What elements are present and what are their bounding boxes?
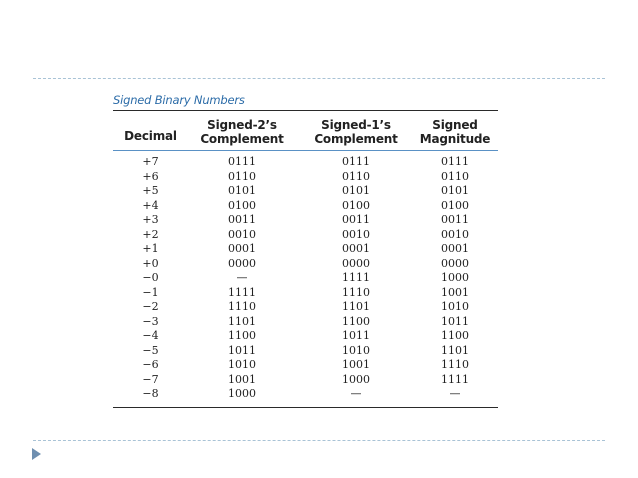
top-dashed-divider <box>33 78 605 79</box>
cell-decimal: −0 <box>142 271 159 284</box>
cell-sm: 1011 <box>441 314 469 328</box>
cell-decimal: −2 <box>142 300 159 313</box>
cell-c2: 1010 <box>228 358 256 371</box>
cell-sm: 1000 <box>441 271 469 284</box>
cell-sm: 0001 <box>441 242 469 255</box>
table-row <box>113 199 498 214</box>
cell-c1: 0011 <box>342 213 370 226</box>
cell-c1: 1101 <box>342 300 370 313</box>
header-c1-line2: Complement <box>314 132 398 146</box>
table-row <box>113 213 498 228</box>
cell-c2: 0110 <box>228 169 256 183</box>
cell-c2: 1111 <box>228 285 256 299</box>
cell-c1: 0010 <box>342 227 370 241</box>
cell-decimal: +3 <box>142 213 159 226</box>
cell-decimal: +6 <box>142 169 159 183</box>
table-row <box>113 286 498 301</box>
cell-c1: 0110 <box>342 169 370 183</box>
cell-sm: 1110 <box>441 358 469 371</box>
cell-c1: 1000 <box>342 372 370 386</box>
header-c2-line2: Complement <box>200 132 284 146</box>
cell-sm: 0011 <box>441 213 469 226</box>
table-row <box>113 170 498 185</box>
header-sm-line1: Signed <box>432 118 478 132</box>
cell-c1: 0100 <box>342 198 370 212</box>
cell-c2: 1011 <box>228 343 256 357</box>
cell-c2: 0011 <box>228 213 256 226</box>
cell-decimal: −5 <box>142 343 159 357</box>
cell-sm: 1100 <box>441 329 469 342</box>
cell-c2: 0001 <box>228 242 256 255</box>
table-header-rule <box>113 150 498 151</box>
cell-c2: 0000 <box>228 256 256 270</box>
cell-c1: 1001 <box>342 358 370 371</box>
cell-sm: 1111 <box>441 372 469 386</box>
cell-c2: — <box>236 271 248 284</box>
table-row <box>113 228 498 243</box>
cell-sm: 0010 <box>441 227 469 241</box>
cell-c2: 1000 <box>228 387 256 400</box>
header-c2-line1: Signed-2’s <box>207 118 277 132</box>
table-row <box>113 315 498 330</box>
cell-c1: — <box>350 387 362 400</box>
header-signed-2s-complement <box>189 118 295 146</box>
header-decimal <box>113 129 188 143</box>
cell-c1: 1011 <box>342 329 370 342</box>
cell-decimal: −3 <box>142 314 159 328</box>
cell-c2: 1100 <box>228 329 256 342</box>
cell-c1: 0001 <box>342 242 370 255</box>
header-c1-line1: Signed-1’s <box>321 118 391 132</box>
cell-c2: 0101 <box>228 184 256 197</box>
table-row <box>113 329 498 344</box>
table-row <box>113 242 498 257</box>
cell-c1: 0000 <box>342 256 370 270</box>
cell-c2: 1001 <box>228 372 256 386</box>
header-decimal-line: Decimal <box>124 129 177 143</box>
cell-c1: 0101 <box>342 184 370 197</box>
cell-c1: 1010 <box>342 343 370 357</box>
cell-sm: 0101 <box>441 184 469 197</box>
header-sm-line2: Magnitude <box>419 132 491 146</box>
cell-c2: 1101 <box>228 314 256 328</box>
cell-sm: 0110 <box>441 169 469 183</box>
table-row <box>113 257 498 272</box>
cell-c1: 1110 <box>342 285 370 299</box>
table-row <box>113 300 498 315</box>
cell-c1: 1111 <box>342 271 370 284</box>
table-row <box>113 387 498 402</box>
cell-decimal: +2 <box>142 227 159 241</box>
cell-decimal: −8 <box>142 387 159 400</box>
bullet-triangle-icon <box>32 448 41 460</box>
cell-decimal: +1 <box>142 242 159 255</box>
table-row <box>113 155 498 170</box>
cell-c2: 0100 <box>228 198 256 212</box>
table-row <box>113 373 498 388</box>
cell-decimal: +4 <box>142 198 159 212</box>
table-caption: Signed Binary Numbers <box>113 93 245 107</box>
cell-c1: 0111 <box>342 155 370 168</box>
cell-c2: 0111 <box>228 155 256 168</box>
cell-decimal: +7 <box>142 155 159 168</box>
header-signed-1s-complement <box>303 118 409 146</box>
table-top-rule <box>113 110 498 111</box>
table-body <box>113 155 498 402</box>
cell-decimal: +0 <box>142 256 159 270</box>
cell-decimal: −7 <box>142 372 159 386</box>
cell-sm: 1101 <box>441 343 469 357</box>
cell-sm: 1010 <box>441 300 469 313</box>
cell-sm: 0111 <box>441 155 469 168</box>
bottom-dashed-divider <box>33 440 605 441</box>
cell-c2: 1110 <box>228 300 256 313</box>
cell-c1: 1100 <box>342 314 370 328</box>
table-row <box>113 271 498 286</box>
table-bottom-rule <box>113 407 498 408</box>
cell-decimal: +5 <box>142 184 159 197</box>
cell-decimal: −6 <box>142 358 159 371</box>
cell-sm: 1001 <box>441 285 469 299</box>
header-signed-magnitude <box>402 118 508 146</box>
table-row <box>113 184 498 199</box>
cell-decimal: −1 <box>142 285 159 299</box>
cell-sm: — <box>449 387 461 400</box>
cell-c2: 0010 <box>228 227 256 241</box>
cell-decimal: −4 <box>142 329 159 342</box>
table-row <box>113 344 498 359</box>
cell-sm: 0000 <box>441 256 469 270</box>
cell-sm: 0100 <box>441 198 469 212</box>
table-row <box>113 358 498 373</box>
